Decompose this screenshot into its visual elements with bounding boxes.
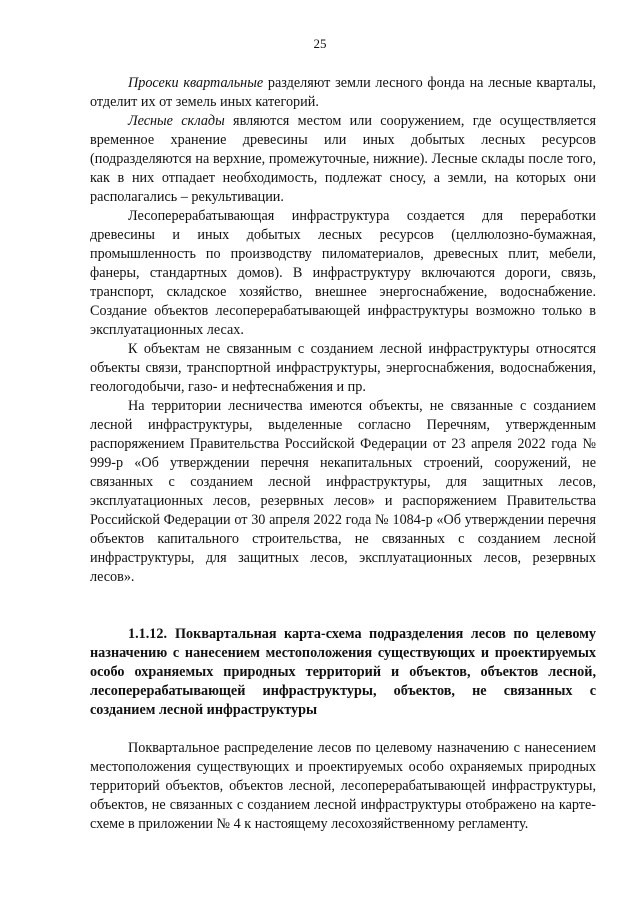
term-italic: Лесные склады <box>128 113 225 129</box>
paragraph-text: разделяют земли лесного фонда на лесные кварталы, отделит их от земель иных категорий. <box>90 75 596 110</box>
term-italic: Просеки квартальные <box>128 75 264 91</box>
paragraph-text: Лесоперерабатывающая инфраструктура создается для переработки древесины и иных добытых лесных ресурсов (целлюлозно-бумажная, промышленность по производству пиломатериалов, древесных плит, мебели, фанеры, стандартных домов). В инфраструктуру включаются дороги, связь, транспорт, складское хозяйство, внешнее энергоснабжение, водоснабжение. Создание объектов лесоперерабатывающей инфраструктуры возможно только в эксплуатационных лесах. <box>90 208 596 338</box>
paragraph-text: Поквартальное распределение лесов по целевому назначению с нанесением местоположения существующих и проектируемых особо охраняемых природных территорий объектов, объектов лесной, лесоперерабатывающей инфраструктуры, объектов, не связанных с созданием лесной инфраструктуры отображено на карте-схеме в приложении № 4 к настоящему лесохозяйственному регламенту. <box>90 740 596 832</box>
section-title: Поквартальная карта-схема подразделения лесов по целевому назначению с нанесением местоположения существующих и проектируемых особо охраняемых природных территорий и объектов, объектов лесной, лесоперерабатывающей инфраструктуры, объектов, не связанных с созданием лесной инфраструктуры <box>90 626 596 718</box>
page-number: 25 <box>313 36 327 51</box>
paragraph-quarter-clearings <box>90 74 596 112</box>
document-body <box>90 74 596 834</box>
paragraph-text: На территории лесничества имеются объекты, не связанные с созданием лесной инфраструктуры, выделенные согласно Перечням, утвержденным распоряжением Правительства Российской Федерации от 23 апреля 2022 года № 999-р «Об утверждении перечня некапитальных строений, сооружений, не связанных с созданием лесной инфраструктуры, для защитных лесов, эксплуатационных лесов, резервных лесов» и распоряжением Правительства Российской Федерации от 30 апреля 2022 года № 1084-р «Об утверждении перечня объектов капитального строительства, не связанных с созданием лесной инфраструктуры, для защитных лесов, эксплуатационных лесов, резервных лесов». <box>90 398 596 585</box>
paragraph-territory-objects <box>90 397 596 587</box>
spacer <box>90 587 596 606</box>
paragraph-distribution <box>90 739 596 834</box>
paragraph-processing-infrastructure <box>90 207 596 340</box>
paragraph-forest-warehouses <box>90 112 596 207</box>
paragraph-unrelated-objects <box>90 340 596 397</box>
section-heading <box>90 625 596 720</box>
paragraph-text: являются местом или сооружением, где осуществляется временное хранение древесины или иных добытых лесных ресурсов (подразделяются на верхние, промежуточные, нижние). Лесные склады после того, как в них отпадает необходимость, подлежат сносу, а земли, на которых они располагались – рекультивации. <box>90 113 597 205</box>
paragraph-text: К объектам не связанным с созданием лесной инфраструктуры относятся объекты связи, транспортной инфраструктуры, энергоснабжения, водоснабжения, геологодобычи, газо- и нефтеснабжения и пр. <box>90 341 596 395</box>
section-number: 1.1.12. <box>128 626 168 642</box>
spacer <box>90 720 596 739</box>
